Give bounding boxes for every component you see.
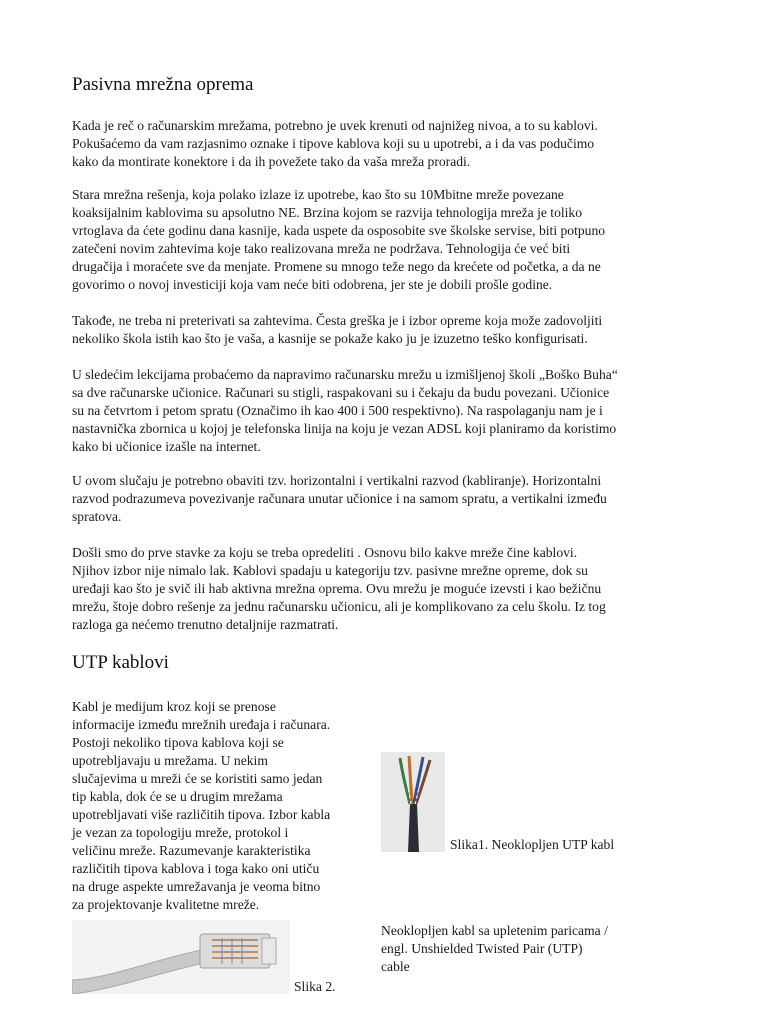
paragraph-5 — [72, 472, 698, 526]
paragraph-6-line: mrežu, štoje dobro rešenje za jednu računarsku učionicu, ali je komplikovano za celu školu. Iz tog — [72, 599, 606, 614]
utp-description-column — [72, 698, 372, 914]
utp-description-line: veličinu mreže. Razumevanje karakteristika — [72, 843, 311, 858]
paragraph-4-line: U sledećim lekcijama probaćemo da napravimo računarsku mrežu u izmišljenoj školi „Boško Buha“ — [72, 367, 618, 382]
section-heading-pasivna: Pasivna mrežna oprema — [72, 74, 254, 95]
paragraph-4-line: sa dve računarske učionice. Računari su stigli, raspakovani su i čekaju da budu povezani. Učionice — [72, 385, 610, 400]
paragraph-2-line: zatečeni novim zahtevima koje tako realizovana mreža ne podržava. Tehnologija će već biti — [72, 241, 571, 256]
paragraph-1-line: Kada je reč o računarskim mrežama, potrebno je uvek krenuti od najnižeg nivoa, a to su kablovi. — [72, 118, 598, 133]
figure-caption-2: Slika 2. — [294, 979, 336, 994]
paragraph-2 — [72, 186, 698, 294]
rj45-cable-image — [72, 920, 290, 994]
paragraph-6-line: Njihov izbor nije nimalo lak. Kablovi spadaju u kategoriju tzv. pasivne mrežne opreme, dok su — [72, 563, 588, 578]
paragraph-5-line: U ovom slučaju je potrebno obaviti tzv. horizontalni i vertikalni razvod (kabliranje). Horizontalni — [72, 473, 602, 488]
utp-description-line: upotrebljavati više različitih tipova. Izbor kabla — [72, 807, 331, 822]
utp-cable-illustration — [381, 752, 445, 852]
paragraph-1 — [72, 117, 698, 171]
utp-description-line: Kabl je medijum kroz koji se prenose — [72, 699, 276, 714]
paragraph-3-line: Takođe, ne treba ni preterivati sa zahtevima. Česta greška je i izbor opreme koja može zadovoljiti — [72, 313, 603, 328]
paragraph-2-line: Stara mrežna rešenja, koja polako izlaze iz upotrebe, kao što su 10Mbitne mreže povezane — [72, 187, 564, 202]
paragraph-2-line: koaksijalnim kablovima su apsolutno NE. Brzina kojom se razvija tehnologija mreža je toliko — [72, 205, 583, 220]
paragraph-1-line: kako da montirate konektore i da ih povežete tako da vaša mreža proradi. — [72, 154, 471, 169]
utp-description-line: Postoji nekoliko tipova kablova koji se — [72, 735, 284, 750]
paragraph-3 — [72, 312, 698, 348]
paragraph-6-line: uređaji kao što je svič ili hab aktivna mrežna oprema. Ovu mrežu je moguće izevsti i kao bežičnu — [72, 581, 602, 596]
rj45-connector-illustration — [72, 920, 290, 994]
utp-cable-image — [381, 752, 445, 852]
utp-description-line: slučajevima u mreži će se koristiti samo jedan — [72, 771, 323, 786]
paragraph-5-line: spratova. — [72, 509, 122, 524]
figure-caption-1: Slika1. Neoklopljen UTP kabl — [450, 837, 615, 852]
utp-description-line: informacije između mrežnih uređaja i računara. — [72, 717, 331, 732]
utp-caption-line: engl. Unshielded Twisted Pair (UTP) — [381, 941, 583, 956]
paragraph-4-line: kako bi učionice izašle na internet. — [72, 439, 261, 454]
paragraph-4-line: su na četvrtom i petom spratu (Označimo ih kao 400 i 500 respektivno). Na raspolaganju nam je i — [72, 403, 603, 418]
utp-description-line: tip kabla, dok će se u drugim mrežama — [72, 789, 283, 804]
paragraph-4-line: nastavnička zbornica u kojoj je telefonska linija na koju je vezan ADSL koji planiramo da koristimo — [72, 421, 617, 436]
paragraph-6-line: razloga ga nećemo trenutno detaljnije razmatrati. — [72, 617, 339, 632]
paragraph-5-line: razvod podrazumeva povezivanje računara unutar učionice i na samom spratu, a vertikalni između — [72, 491, 607, 506]
utp-description-line: upotrebljavaju u mrežama. U nekim — [72, 753, 268, 768]
utp-cable-caption — [381, 922, 661, 976]
paragraph-6 — [72, 544, 698, 634]
utp-description-line: je vezan za topologiju mreže, protokol i — [72, 825, 289, 840]
utp-caption-line: cable — [381, 959, 410, 974]
paragraph-4 — [72, 366, 698, 456]
paragraph-6-line: Došli smo do prve stavke za koju se treba opredeliti . Osnovu bilo kakve mreže čine kablovi. — [72, 545, 578, 560]
utp-caption-line: Neoklopljen kabl sa upletenim paricama / — [381, 923, 608, 938]
section-heading-utp: UTP kablovi — [72, 652, 169, 673]
paragraph-2-line: drugačija i moraćete sve da menjate. Promene su mnogo teže nego da krećete od početka, a da ne — [72, 259, 601, 274]
utp-description-line: za projektovanje kvalitetne mreže. — [72, 897, 260, 912]
paragraph-2-line: vrtoglava da ćete godinu dana kasnije, kada uspete da osposobite sve školske servise, biti potpuno — [72, 223, 606, 238]
paragraph-1-line: Pokušaćemo da vam razjasnimo oznake i tipove kablova koji su u upotrebi, a i da vas podučimo — [72, 136, 595, 151]
paragraph-3-line: nekoliko škola istih kao što je vaša, a kasnije se pokaže kako ju je izuzetno teško konfigurisati. — [72, 331, 588, 346]
paragraph-2-line: govorimo o novoj investiciji koja vam neće biti odobrena, jer ste je dobili prošle godine. — [72, 277, 553, 292]
utp-description-line: različitih tipova kablova i toga kako oni utiču — [72, 861, 320, 876]
utp-description-line: na druge aspekte umrežavanja je veoma bitno — [72, 879, 321, 894]
